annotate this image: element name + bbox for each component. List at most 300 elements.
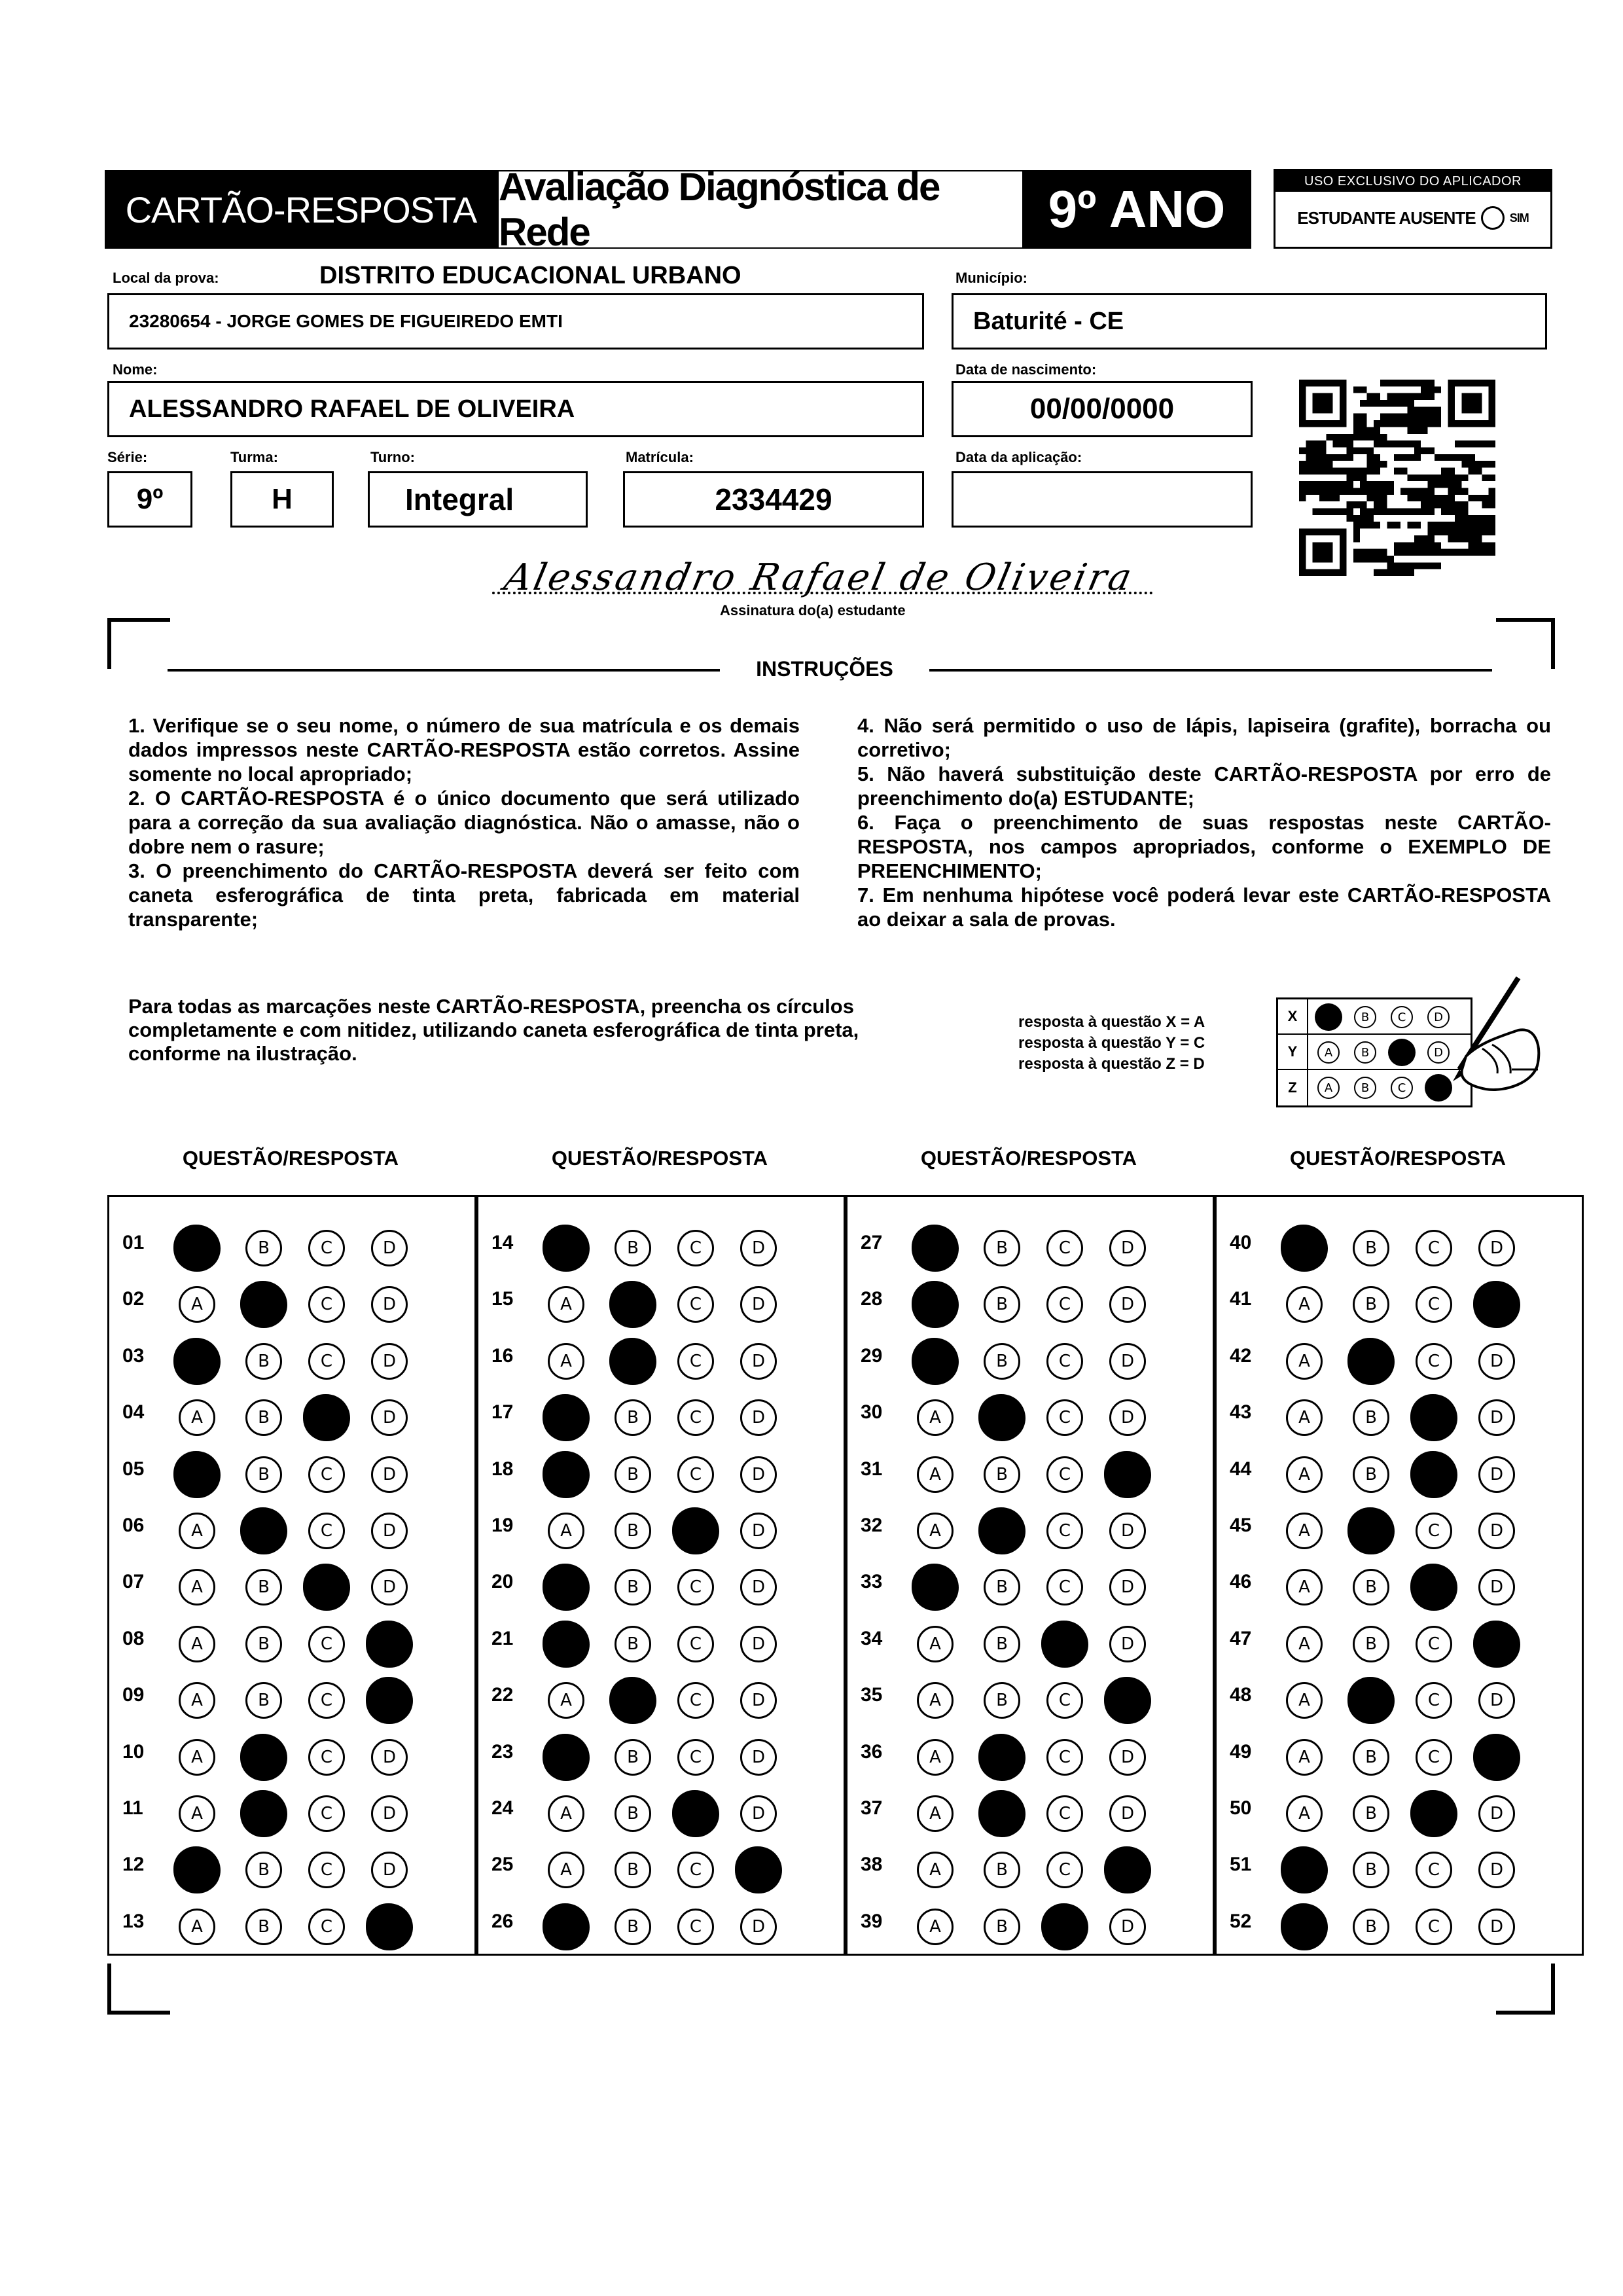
answer-bubble-b[interactable]: B — [245, 1626, 282, 1662]
answer-bubble-d[interactable] — [366, 1677, 413, 1724]
answer-bubble-d[interactable] — [366, 1621, 413, 1668]
answer-row — [1217, 1725, 1582, 1781]
question-number: 52 — [1230, 1910, 1252, 1932]
answer-bubble-a[interactable]: A — [548, 1795, 584, 1832]
question-number: 07 — [122, 1571, 145, 1593]
answer-bubble-c[interactable]: C — [677, 1909, 714, 1945]
aplicacao-field[interactable] — [952, 471, 1253, 528]
answer-bubble-a[interactable]: A — [179, 1286, 215, 1323]
answer-bubble-b[interactable]: B — [615, 1739, 651, 1776]
answer-row — [1217, 1611, 1582, 1668]
answer-row — [847, 1668, 1213, 1724]
answer-bubble-a[interactable]: A — [179, 1399, 215, 1436]
answer-bubble-c[interactable]: C — [1046, 1399, 1083, 1436]
district-name: DISTRITO EDUCACIONAL URBANO — [319, 262, 741, 289]
answer-bubble-b[interactable]: B — [984, 1909, 1020, 1945]
answer-bubble-a[interactable] — [173, 1225, 221, 1272]
answer-bubble-c[interactable]: C — [1416, 1286, 1452, 1323]
answer-bubble-b[interactable] — [978, 1507, 1026, 1554]
grade-badge — [1022, 170, 1251, 249]
answer-bubble-c[interactable] — [672, 1790, 719, 1837]
question-number: 22 — [491, 1684, 514, 1706]
answer-bubble-d[interactable]: D — [740, 1626, 777, 1662]
answer-row — [109, 1554, 474, 1611]
answer-bubble-b[interactable] — [609, 1338, 656, 1385]
example-bubble-a: A — [1317, 1041, 1340, 1064]
question-number: 05 — [122, 1458, 145, 1480]
answer-bubble-b[interactable]: B — [1353, 1626, 1389, 1662]
question-number: 31 — [861, 1458, 883, 1480]
answer-bubble-a[interactable]: A — [1286, 1513, 1323, 1549]
answer-bubble-d[interactable]: D — [1478, 1230, 1515, 1266]
answer-bubble-d[interactable]: D — [740, 1456, 777, 1493]
answer-column-header: QUESTÃO/RESPOSTA — [551, 1147, 768, 1170]
answer-bubble-d[interactable]: D — [1109, 1569, 1146, 1605]
answer-bubble-c[interactable]: C — [677, 1456, 714, 1493]
answer-bubble-b[interactable]: B — [615, 1513, 651, 1549]
answer-bubble-c[interactable]: C — [308, 1286, 345, 1323]
answer-row — [478, 1498, 844, 1554]
answer-row — [478, 1329, 844, 1385]
answer-bubble-b[interactable] — [240, 1507, 287, 1554]
answer-bubble-a[interactable] — [1281, 1225, 1328, 1272]
answer-bubble-c[interactable]: C — [1416, 1343, 1452, 1380]
answer-bubble-d[interactable]: D — [371, 1343, 408, 1380]
answer-bubble-b[interactable]: B — [1353, 1569, 1389, 1605]
question-number: 39 — [861, 1910, 883, 1932]
answer-bubble-a[interactable]: A — [179, 1909, 215, 1945]
answer-bubble-a[interactable] — [543, 1564, 590, 1611]
answer-bubble-a[interactable]: A — [917, 1626, 954, 1662]
answer-bubble-d[interactable] — [366, 1903, 413, 1950]
signature-area — [492, 556, 1153, 599]
card-title — [105, 170, 497, 249]
applicator-label: USO EXCLUSIVO DO APLICADOR — [1275, 171, 1550, 192]
answer-bubble-d[interactable] — [1473, 1621, 1520, 1668]
answer-bubble-d[interactable]: D — [740, 1399, 777, 1436]
answer-bubble-a[interactable]: A — [179, 1739, 215, 1776]
absent-checkbox[interactable] — [1481, 206, 1505, 230]
answer-bubble-a[interactable] — [543, 1225, 590, 1272]
question-number: 09 — [122, 1684, 145, 1706]
answer-bubble-c[interactable]: C — [1046, 1513, 1083, 1549]
answer-bubble-c[interactable] — [1410, 1451, 1457, 1498]
answer-bubble-c[interactable]: C — [1046, 1230, 1083, 1266]
answer-bubble-b[interactable]: B — [984, 1286, 1020, 1323]
answer-bubble-a[interactable]: A — [917, 1513, 954, 1549]
answer-bubble-b[interactable]: B — [615, 1230, 651, 1266]
answer-row — [478, 1554, 844, 1611]
example-legend-x: resposta à questão X = A — [1018, 1013, 1205, 1031]
answer-bubble-a[interactable]: A — [548, 1343, 584, 1380]
answer-bubble-b[interactable]: B — [615, 1626, 651, 1662]
answer-bubble-c[interactable]: C — [1416, 1739, 1452, 1776]
answer-bubble-c[interactable]: C — [308, 1343, 345, 1380]
answer-bubble-c[interactable]: C — [677, 1569, 714, 1605]
question-number: 33 — [861, 1571, 883, 1593]
instructions-title: INSTRUÇÕES — [756, 657, 893, 681]
answer-bubble-a[interactable]: A — [1286, 1456, 1323, 1493]
answer-bubble-d[interactable]: D — [1109, 1286, 1146, 1323]
question-number: 42 — [1230, 1344, 1252, 1367]
example-text: Para todas as marcações neste CARTÃO-RESPOSTA, preencha os círculos completamente e com nitidez, utilizando caneta esferográfica de tinta preta, conforme na ilustração. — [128, 995, 859, 1065]
answer-bubble-d[interactable]: D — [371, 1456, 408, 1493]
answer-bubble-c[interactable]: C — [1416, 1909, 1452, 1945]
matricula-field — [623, 471, 924, 528]
answer-bubble-b[interactable]: B — [615, 1399, 651, 1436]
question-number: 43 — [1230, 1401, 1252, 1424]
answer-grid — [846, 1195, 1215, 1956]
answer-bubble-d[interactable]: D — [371, 1795, 408, 1832]
answer-bubble-a[interactable] — [1281, 1903, 1328, 1950]
answer-bubble-d[interactable]: D — [1478, 1682, 1515, 1719]
answer-bubble-a[interactable] — [543, 1451, 590, 1498]
answer-bubble-c[interactable]: C — [1416, 1626, 1452, 1662]
answer-bubble-d[interactable]: D — [1109, 1795, 1146, 1832]
question-number: 25 — [491, 1854, 514, 1876]
answer-bubble-b[interactable]: B — [245, 1399, 282, 1436]
answer-bubble-c[interactable]: C — [1046, 1795, 1083, 1832]
question-number: 26 — [491, 1910, 514, 1932]
answer-bubble-d[interactable]: D — [740, 1230, 777, 1266]
question-number: 13 — [122, 1910, 145, 1932]
answer-bubble-c[interactable]: C — [1046, 1343, 1083, 1380]
answer-bubble-a[interactable] — [912, 1564, 959, 1611]
answer-row — [1217, 1385, 1582, 1441]
answer-bubble-d[interactable]: D — [1478, 1795, 1515, 1832]
answer-bubble-d[interactable]: D — [371, 1230, 408, 1266]
answer-bubble-a[interactable]: A — [179, 1626, 215, 1662]
pen-hand-icon — [1420, 971, 1544, 1102]
answer-bubble-a[interactable]: A — [179, 1795, 215, 1832]
matricula-label: Matrícula: — [626, 449, 694, 465]
answer-bubble-b[interactable]: B — [1353, 1909, 1389, 1945]
answer-bubble-b[interactable]: B — [245, 1230, 282, 1266]
answer-bubble-c[interactable]: C — [308, 1795, 345, 1832]
answer-bubble-c[interactable]: C — [308, 1513, 345, 1549]
answer-bubble-b[interactable] — [978, 1734, 1026, 1781]
answer-bubble-a[interactable] — [543, 1734, 590, 1781]
answer-bubble-c[interactable] — [1041, 1903, 1088, 1950]
answer-bubble-b[interactable]: B — [245, 1852, 282, 1888]
answer-bubble-c[interactable]: C — [1046, 1456, 1083, 1493]
answer-bubble-c[interactable]: C — [1416, 1513, 1452, 1549]
answer-bubble-d[interactable] — [1104, 1451, 1151, 1498]
answer-bubble-a[interactable]: A — [179, 1513, 215, 1549]
answer-bubble-a[interactable]: A — [548, 1513, 584, 1549]
answer-bubble-b[interactable] — [240, 1790, 287, 1837]
answer-bubble-b[interactable]: B — [984, 1343, 1020, 1380]
answer-bubble-b[interactable] — [978, 1394, 1026, 1441]
answer-bubble-d[interactable]: D — [371, 1399, 408, 1436]
answer-bubble-a[interactable] — [543, 1394, 590, 1441]
answer-bubble-d[interactable]: D — [1109, 1909, 1146, 1945]
answer-bubble-a[interactable] — [912, 1225, 959, 1272]
answer-bubble-c[interactable]: C — [1046, 1682, 1083, 1719]
answer-bubble-d[interactable]: D — [1109, 1230, 1146, 1266]
answer-bubble-b[interactable] — [1347, 1677, 1395, 1724]
question-number: 38 — [861, 1854, 883, 1876]
answer-bubble-a[interactable]: A — [917, 1399, 954, 1436]
answer-bubble-a[interactable]: A — [1286, 1682, 1323, 1719]
answer-row — [109, 1781, 474, 1837]
answer-row — [109, 1215, 474, 1272]
answer-bubble-a[interactable]: A — [548, 1286, 584, 1323]
answer-bubble-a[interactable]: A — [917, 1909, 954, 1945]
answer-bubble-d[interactable]: D — [1478, 1513, 1515, 1549]
question-number: 01 — [122, 1232, 145, 1253]
answer-bubble-b[interactable] — [1347, 1338, 1395, 1385]
question-number: 02 — [122, 1288, 145, 1310]
answer-bubble-b[interactable]: B — [1353, 1456, 1389, 1493]
question-number: 49 — [1230, 1740, 1252, 1763]
answer-bubble-d[interactable] — [1104, 1846, 1151, 1893]
question-number: 32 — [861, 1515, 883, 1536]
answer-bubble-a[interactable]: A — [917, 1456, 954, 1493]
answer-bubble-a[interactable]: A — [1286, 1399, 1323, 1436]
answer-row — [847, 1329, 1213, 1385]
answer-bubble-d[interactable]: D — [371, 1569, 408, 1605]
answer-bubble-a[interactable] — [543, 1621, 590, 1668]
answer-bubble-b[interactable]: B — [615, 1569, 651, 1605]
answer-bubble-d[interactable]: D — [1478, 1343, 1515, 1380]
answer-bubble-a[interactable] — [1281, 1846, 1328, 1893]
answer-bubble-d[interactable]: D — [1478, 1569, 1515, 1605]
answer-bubble-c[interactable] — [1410, 1564, 1457, 1611]
answer-bubble-b[interactable] — [978, 1790, 1026, 1837]
question-number: 10 — [122, 1740, 145, 1763]
answer-bubble-c[interactable]: C — [1416, 1682, 1452, 1719]
answer-bubble-c[interactable]: C — [1416, 1230, 1452, 1266]
answer-bubble-b[interactable] — [1347, 1507, 1395, 1554]
answer-bubble-d[interactable]: D — [371, 1513, 408, 1549]
instructions-rule-right — [929, 669, 1492, 672]
answer-bubble-d[interactable]: D — [740, 1513, 777, 1549]
answer-bubble-a[interactable]: A — [1286, 1795, 1323, 1832]
answer-bubble-b[interactable]: B — [1353, 1795, 1389, 1832]
answer-bubble-d[interactable]: D — [371, 1286, 408, 1323]
answer-row — [847, 1554, 1213, 1611]
answer-bubble-b[interactable]: B — [1353, 1230, 1389, 1266]
answer-bubble-b[interactable]: B — [615, 1795, 651, 1832]
answer-bubble-a[interactable]: A — [548, 1682, 584, 1719]
answer-bubble-c[interactable]: C — [1046, 1739, 1083, 1776]
corner-mark-tl — [107, 618, 170, 669]
answer-bubble-b[interactable]: B — [984, 1230, 1020, 1266]
answer-row — [109, 1894, 474, 1950]
turma-label: Turma: — [230, 449, 278, 465]
answer-bubble-c[interactable]: C — [677, 1626, 714, 1662]
answer-bubble-d[interactable]: D — [740, 1739, 777, 1776]
answer-bubble-d[interactable]: D — [740, 1909, 777, 1945]
answer-bubble-d[interactable]: D — [740, 1569, 777, 1605]
answer-bubble-d[interactable]: D — [1478, 1852, 1515, 1888]
answer-bubble-b[interactable] — [609, 1281, 656, 1328]
answer-bubble-d[interactable]: D — [1478, 1399, 1515, 1436]
question-number: 51 — [1230, 1854, 1252, 1876]
answer-bubble-c[interactable]: C — [677, 1739, 714, 1776]
answer-bubble-b[interactable]: B — [984, 1626, 1020, 1662]
answer-bubble-b[interactable] — [240, 1281, 287, 1328]
answer-bubble-b[interactable]: B — [615, 1852, 651, 1888]
answer-row — [847, 1385, 1213, 1441]
answer-bubble-d[interactable]: D — [1109, 1739, 1146, 1776]
example-legend — [1018, 1012, 1205, 1075]
answer-bubble-d[interactable]: D — [740, 1682, 777, 1719]
answer-bubble-c[interactable]: C — [308, 1456, 345, 1493]
answer-bubble-b[interactable]: B — [615, 1909, 651, 1945]
answer-bubble-c[interactable]: C — [308, 1626, 345, 1662]
answer-bubble-a[interactable]: A — [179, 1682, 215, 1719]
question-number: 11 — [122, 1797, 143, 1819]
answer-bubble-a[interactable] — [173, 1846, 221, 1893]
answer-bubble-c[interactable] — [303, 1394, 350, 1441]
answer-row — [478, 1272, 844, 1328]
answer-bubble-b[interactable]: B — [1353, 1739, 1389, 1776]
answer-bubble-a[interactable]: A — [1286, 1343, 1323, 1380]
answer-bubble-b[interactable]: B — [245, 1909, 282, 1945]
answer-bubble-a[interactable]: A — [917, 1852, 954, 1888]
answer-bubble-d[interactable] — [1104, 1677, 1151, 1724]
answer-bubble-c[interactable] — [1410, 1790, 1457, 1837]
answer-row — [1217, 1329, 1582, 1385]
answer-bubble-b[interactable]: B — [1353, 1399, 1389, 1436]
answer-bubble-d[interactable]: D — [1109, 1513, 1146, 1549]
answer-bubble-b[interactable]: B — [984, 1569, 1020, 1605]
answer-bubble-a[interactable] — [912, 1281, 959, 1328]
answer-bubble-c[interactable]: C — [1416, 1852, 1452, 1888]
example-row-label: Z — [1278, 1070, 1308, 1105]
answer-bubble-c[interactable]: C — [1046, 1286, 1083, 1323]
question-number: 50 — [1230, 1797, 1252, 1819]
answer-bubble-c[interactable]: C — [308, 1682, 345, 1719]
answer-bubble-b[interactable]: B — [984, 1682, 1020, 1719]
answer-bubble-c[interactable] — [672, 1507, 719, 1554]
answer-bubble-c[interactable]: C — [1046, 1852, 1083, 1888]
answer-bubble-c[interactable]: C — [308, 1230, 345, 1266]
answer-bubble-c[interactable]: C — [308, 1909, 345, 1945]
answer-bubble-a[interactable]: A — [917, 1795, 954, 1832]
answer-bubble-a[interactable]: A — [917, 1739, 954, 1776]
answer-row — [847, 1894, 1213, 1950]
answer-bubble-c[interactable]: C — [1046, 1569, 1083, 1605]
municipio-field — [952, 293, 1547, 350]
answer-bubble-d[interactable]: D — [1478, 1909, 1515, 1945]
evaluation-title-text: Avaliação Diagnóstica de Rede — [499, 165, 940, 254]
answer-bubble-b[interactable]: B — [245, 1682, 282, 1719]
answer-bubble-b[interactable]: B — [245, 1569, 282, 1605]
answer-bubble-d[interactable]: D — [371, 1852, 408, 1888]
answer-bubble-a[interactable] — [173, 1338, 221, 1385]
nascimento-field — [952, 381, 1253, 437]
answer-bubble-d[interactable]: D — [740, 1795, 777, 1832]
answer-bubble-d[interactable] — [1473, 1281, 1520, 1328]
answer-bubble-b[interactable]: B — [1353, 1852, 1389, 1888]
answer-bubble-c[interactable]: C — [677, 1399, 714, 1436]
answer-bubble-a[interactable]: A — [1286, 1286, 1323, 1323]
answer-bubble-c[interactable]: C — [308, 1739, 345, 1776]
answer-row — [109, 1725, 474, 1781]
local-field — [107, 293, 924, 350]
instruction-2: 2. O CARTÃO-RESPOSTA é o único documento que será utilizado para a correção da sua avaliação diagnóstica. Não o amasse, não o dobre nem o rasure; — [128, 787, 800, 858]
instructions-right — [857, 713, 1551, 931]
municipio-label: Município: — [955, 270, 1027, 286]
answer-bubble-c[interactable]: C — [677, 1852, 714, 1888]
answer-bubble-a[interactable]: A — [548, 1852, 584, 1888]
answer-row — [478, 1668, 844, 1724]
answer-bubble-a[interactable]: A — [917, 1682, 954, 1719]
nome-field — [107, 381, 924, 437]
answer-bubble-a[interactable] — [543, 1903, 590, 1950]
answer-grid — [1215, 1195, 1584, 1956]
answer-bubble-b[interactable]: B — [245, 1343, 282, 1380]
question-number: 19 — [491, 1515, 514, 1536]
answer-bubble-a[interactable]: A — [1286, 1569, 1323, 1605]
answer-bubble-c[interactable]: C — [677, 1682, 714, 1719]
answer-bubble-b[interactable]: B — [245, 1456, 282, 1493]
example-legend-z: resposta à questão Z = D — [1018, 1055, 1205, 1073]
answer-bubble-b[interactable]: B — [1353, 1286, 1389, 1323]
answer-bubble-c[interactable] — [1410, 1394, 1457, 1441]
instruction-4: 4. Não será permitido o uso de lápis, lapiseira (grafite), borracha ou corretivo; — [857, 714, 1551, 761]
answer-bubble-b[interactable] — [240, 1734, 287, 1781]
answer-bubble-c[interactable]: C — [677, 1230, 714, 1266]
grade-text: 9º ANO — [1048, 180, 1226, 238]
answer-row — [478, 1837, 844, 1893]
nome-label: Nome: — [113, 361, 158, 378]
card-title-text: CARTÃO-RESPOSTA — [125, 188, 477, 230]
answer-bubble-d[interactable]: D — [740, 1286, 777, 1323]
answer-bubble-b[interactable]: B — [984, 1456, 1020, 1493]
answer-bubble-d[interactable]: D — [1478, 1456, 1515, 1493]
applicator-box — [1274, 169, 1552, 249]
answer-bubble-d[interactable]: D — [1109, 1399, 1146, 1436]
answer-bubble-d[interactable] — [735, 1846, 782, 1893]
answer-column-header: QUESTÃO/RESPOSTA — [182, 1147, 399, 1170]
answer-bubble-b[interactable]: B — [984, 1852, 1020, 1888]
question-number: 04 — [122, 1401, 145, 1424]
answer-bubble-a[interactable]: A — [179, 1569, 215, 1605]
answer-bubble-c[interactable] — [303, 1564, 350, 1611]
question-number: 08 — [122, 1627, 145, 1649]
answer-row — [847, 1837, 1213, 1893]
answer-bubble-a[interactable]: A — [1286, 1739, 1323, 1776]
answer-bubble-b[interactable]: B — [615, 1456, 651, 1493]
answer-bubble-a[interactable]: A — [1286, 1626, 1323, 1662]
local-value: 23280654 - JORGE GOMES DE FIGUEIREDO EMTI — [129, 311, 563, 331]
answer-bubble-d[interactable] — [1473, 1734, 1520, 1781]
answer-row — [478, 1442, 844, 1498]
question-number: 36 — [861, 1740, 883, 1763]
answer-bubble-c[interactable]: C — [677, 1343, 714, 1380]
answer-bubble-c[interactable]: C — [677, 1286, 714, 1323]
question-number: 29 — [861, 1344, 883, 1367]
answer-bubble-d[interactable]: D — [740, 1343, 777, 1380]
question-number: 03 — [122, 1344, 145, 1367]
answer-bubble-b[interactable] — [609, 1677, 656, 1724]
answer-bubble-c[interactable]: C — [308, 1852, 345, 1888]
answer-bubble-d[interactable]: D — [1109, 1626, 1146, 1662]
answer-bubble-c[interactable] — [1041, 1621, 1088, 1668]
answer-row — [478, 1385, 844, 1441]
answer-bubble-a[interactable] — [912, 1338, 959, 1385]
answer-bubble-d[interactable]: D — [1109, 1343, 1146, 1380]
answer-bubble-d[interactable]: D — [371, 1739, 408, 1776]
answer-row — [478, 1781, 844, 1837]
corner-mark-br — [1496, 1964, 1555, 2015]
answer-bubble-a[interactable] — [173, 1451, 221, 1498]
answer-row — [847, 1215, 1213, 1272]
